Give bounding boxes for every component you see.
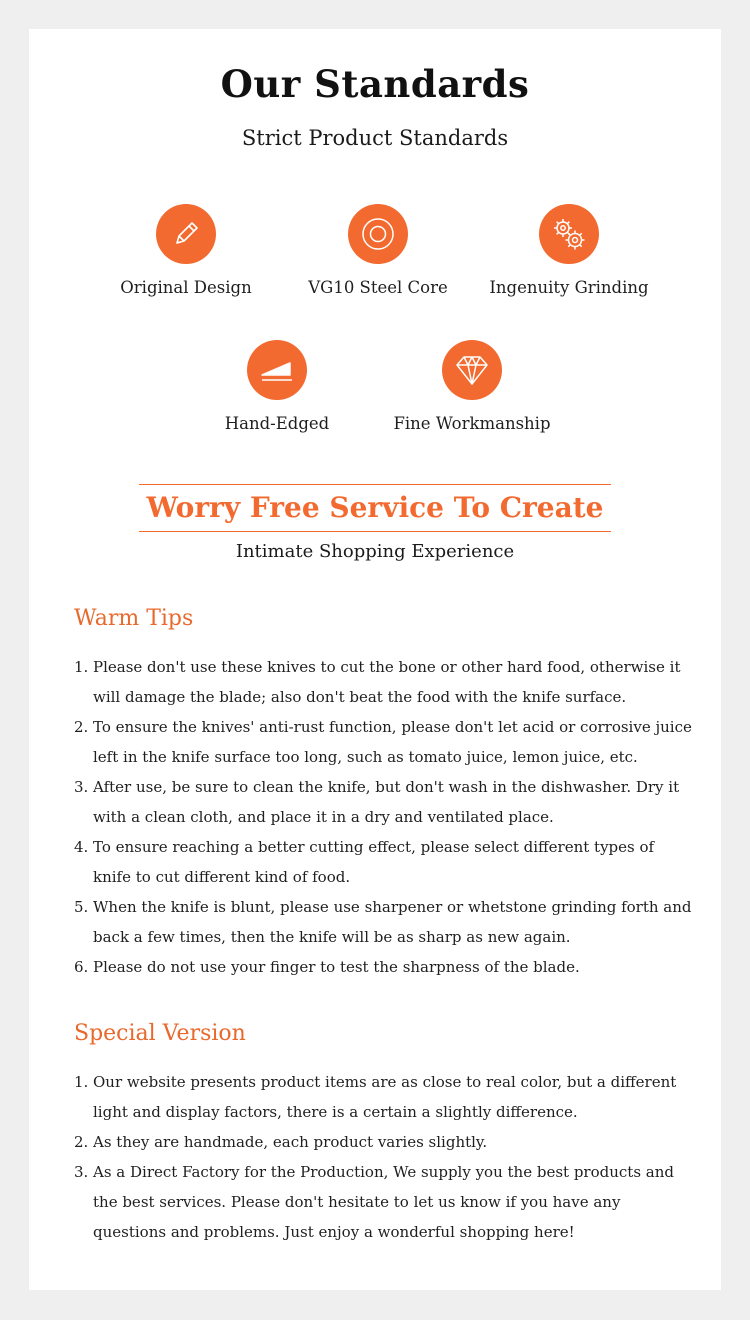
feature-label: VG10 Steel Core (308, 278, 448, 297)
feature-fine-workmanship (372, 340, 572, 433)
target-icon (348, 204, 408, 264)
list-item: 3. After use, be sure to clean the knife, but don't wash in the dishwasher. Dry it with a clean cloth, and place it in a dry and ventilated place. (74, 778, 680, 826)
warm-tips-heading: Warm Tips (74, 606, 194, 631)
list-item: 1. Our website presents product items are as close to real color, but a different light and display factors, there is a certain a slightly difference. (74, 1073, 677, 1121)
feature-label: Ingenuity Grinding (489, 278, 649, 297)
list-item: 2. As they are handmade, each product varies slightly. (74, 1133, 488, 1151)
blade-icon (247, 340, 307, 400)
special-version-list (74, 1067, 694, 1247)
diamond-icon (442, 340, 502, 400)
service-title: Worry Free Service To Create (139, 484, 611, 532)
list-item: 6. Please do not use your finger to test the sharpness of the blade. (74, 958, 580, 976)
list-item: 3. As a Direct Factory for the Production, We supply you the best products and the best services. Please don't hesitate to let us know if you have any questions and problems. Just enjoy a wonderful shopping here! (74, 1163, 674, 1241)
warm-tips-list (74, 652, 694, 982)
service-subtitle: Intimate Shopping Experience (235, 541, 515, 562)
list-item: 1. Please don't use these knives to cut the bone or other hard food, otherwise it will damage the blade; also don't beat the food with the knife surface. (74, 658, 681, 706)
pencil-icon (156, 204, 216, 264)
feature-label: Original Design (120, 278, 252, 297)
gears-icon (539, 204, 599, 264)
feature-label: Hand-Edged (224, 414, 330, 433)
list-item: 2. To ensure the knives' anti-rust function, please don't let acid or corrosive juice left in the knife surface too long, such as tomato juice, lemon juice, etc. (74, 718, 692, 766)
page-subtitle: Strict Product Standards (241, 126, 509, 150)
page-title: Our Standards (220, 62, 530, 106)
special-version-heading: Special Version (74, 1021, 246, 1046)
list-item: 5. When the knife is blunt, please use sharpener or whetstone grinding forth and back a few times, then the knife will be as sharp as new again. (74, 898, 692, 946)
list-item: 4. To ensure reaching a better cutting effect, please select different types of knife to cut different kind of food. (74, 838, 655, 886)
feature-original-design (86, 204, 286, 297)
feature-ingenuity-grinding (469, 204, 669, 297)
feature-hand-edged (177, 340, 377, 433)
feature-vg10-steel-core (278, 204, 478, 297)
feature-label: Fine Workmanship (393, 414, 551, 433)
